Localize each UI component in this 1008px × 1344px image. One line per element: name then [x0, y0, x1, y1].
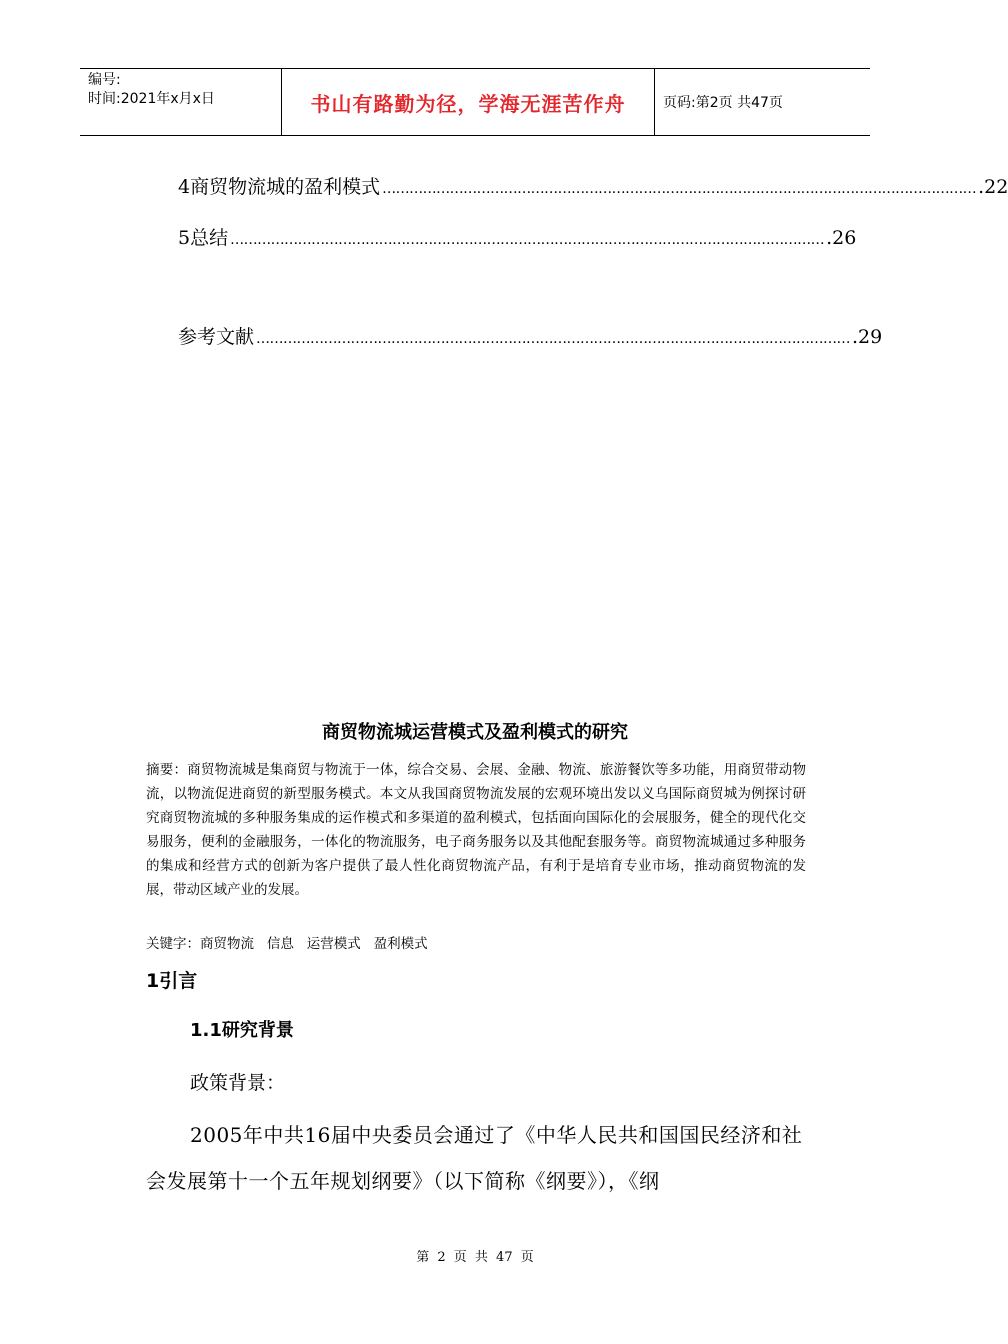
header-meta — [80, 69, 282, 135]
abstract: 摘要：商贸物流城是集商贸与物流于一体，综合交易、会展、金融、物流、旅游餐饮等多功能，用商贸带动物流，以物流促进商贸的新型服务模式。本文从我国商贸物流发展的宏观环境出发以义乌国际商贸城为例探讨研究商贸物流城的多种服务集成的运作模式和多渠道的盈利模式，包括面向国际化的会展服务，健全的现代化交易服务，便利的金融服务，一体化的物流服务，电子商务服务以及其他配套服务等。商贸物流城通过多种服务的集成和经营方式的创新为客户提供了最人性化商贸物流产品，有利于是培育专业市场，推动商贸物流的发展，带动区域产业的发展。 — [146, 762, 806, 898]
toc-entry[interactable] — [178, 223, 857, 250]
header-page-info: 页码:第2页 共47页 — [663, 95, 783, 111]
paper-title: 商贸物流城运营模式及盈利模式的研究 — [322, 722, 628, 743]
body-paragraph: 2005年中共16届中央委员会通过了《中华人民共和国国民经济和社会发展第十一个五年规划纲要》（以下简称《纲要》），《纲 — [146, 1123, 803, 1193]
toc-entry-title: 参考文献 — [178, 326, 255, 348]
toc-leader-dots: …………………………………………………………………………………………………………………… — [230, 232, 825, 248]
keywords: 关键字：商贸物流 信息 运营模式 盈利模式 — [146, 936, 428, 952]
page-footer: 第 2 页 共 47 页 — [416, 1250, 534, 1265]
toc-entry[interactable] — [178, 172, 1008, 199]
subsection-heading-background: 1.1研究背景 — [190, 1020, 294, 1041]
page-header — [80, 68, 870, 136]
toc-leader-dots: …………………………………………………………………………………………………………………… — [382, 181, 977, 197]
time-label: 时间:2021年x月x日 — [88, 91, 215, 107]
toc-entry-title: 5总结 — [178, 227, 229, 249]
policy-background-label: 政策背景： — [190, 1072, 286, 1094]
toc-entry-title: 4商贸物流城的盈利模式 — [178, 176, 381, 198]
number-label: 编号: — [88, 72, 121, 88]
toc-leader-dots: …………………………………………………………………………………………………………………… — [256, 331, 851, 347]
header-motto: 书山有路勤为径，学海无涯苦作舟 — [282, 69, 655, 135]
toc-entry-page: .29 — [852, 326, 883, 348]
toc-entry-page: .22 — [978, 176, 1008, 198]
section-heading-introduction: 1引言 — [146, 970, 198, 992]
toc-entry-page: .26 — [826, 227, 857, 249]
toc-entry[interactable] — [178, 322, 883, 349]
